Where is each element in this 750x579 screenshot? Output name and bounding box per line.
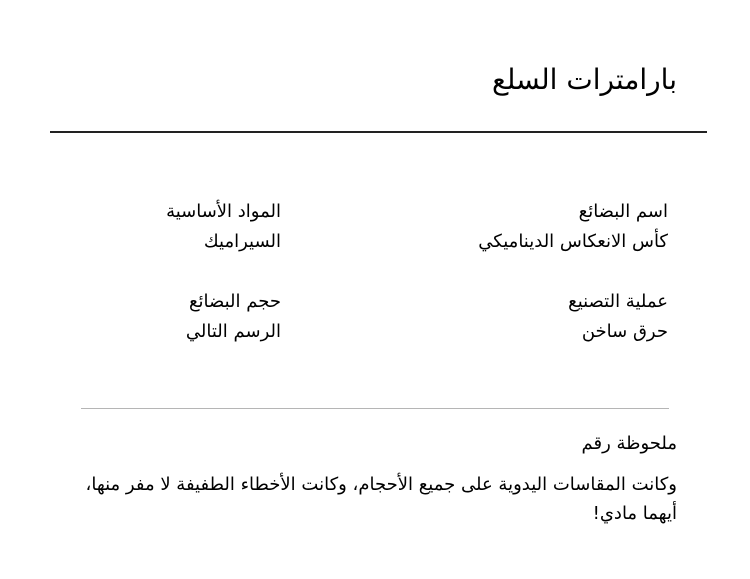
- param-label: عملية التصنيع: [568, 291, 668, 312]
- param-base-material: [166, 197, 281, 257]
- note-heading: ملحوظة رقم: [581, 433, 677, 454]
- param-label: المواد الأساسية: [166, 201, 281, 222]
- title-divider: [50, 131, 707, 133]
- page-title: بارامترات السلع: [491, 63, 677, 96]
- param-product-name: [478, 197, 668, 257]
- param-label: حجم البضائع: [188, 291, 281, 312]
- note-body: وكانت المقاسات اليدوية على جميع الأحجام، وكانت الأخطاء الطفيفة لا مفر منها، أيهما مادي!: [85, 474, 677, 524]
- param-value: الرسم التالي: [185, 321, 281, 342]
- param-value: حرق ساخن: [581, 321, 668, 342]
- section-divider: [81, 408, 669, 409]
- param-label: اسم البضائع: [578, 201, 668, 222]
- param-value: كأس الانعكاس الديناميكي: [478, 231, 668, 252]
- param-goods-size: [186, 287, 281, 347]
- param-manufacturing-process: [568, 287, 668, 347]
- param-value: السيراميك: [203, 231, 281, 252]
